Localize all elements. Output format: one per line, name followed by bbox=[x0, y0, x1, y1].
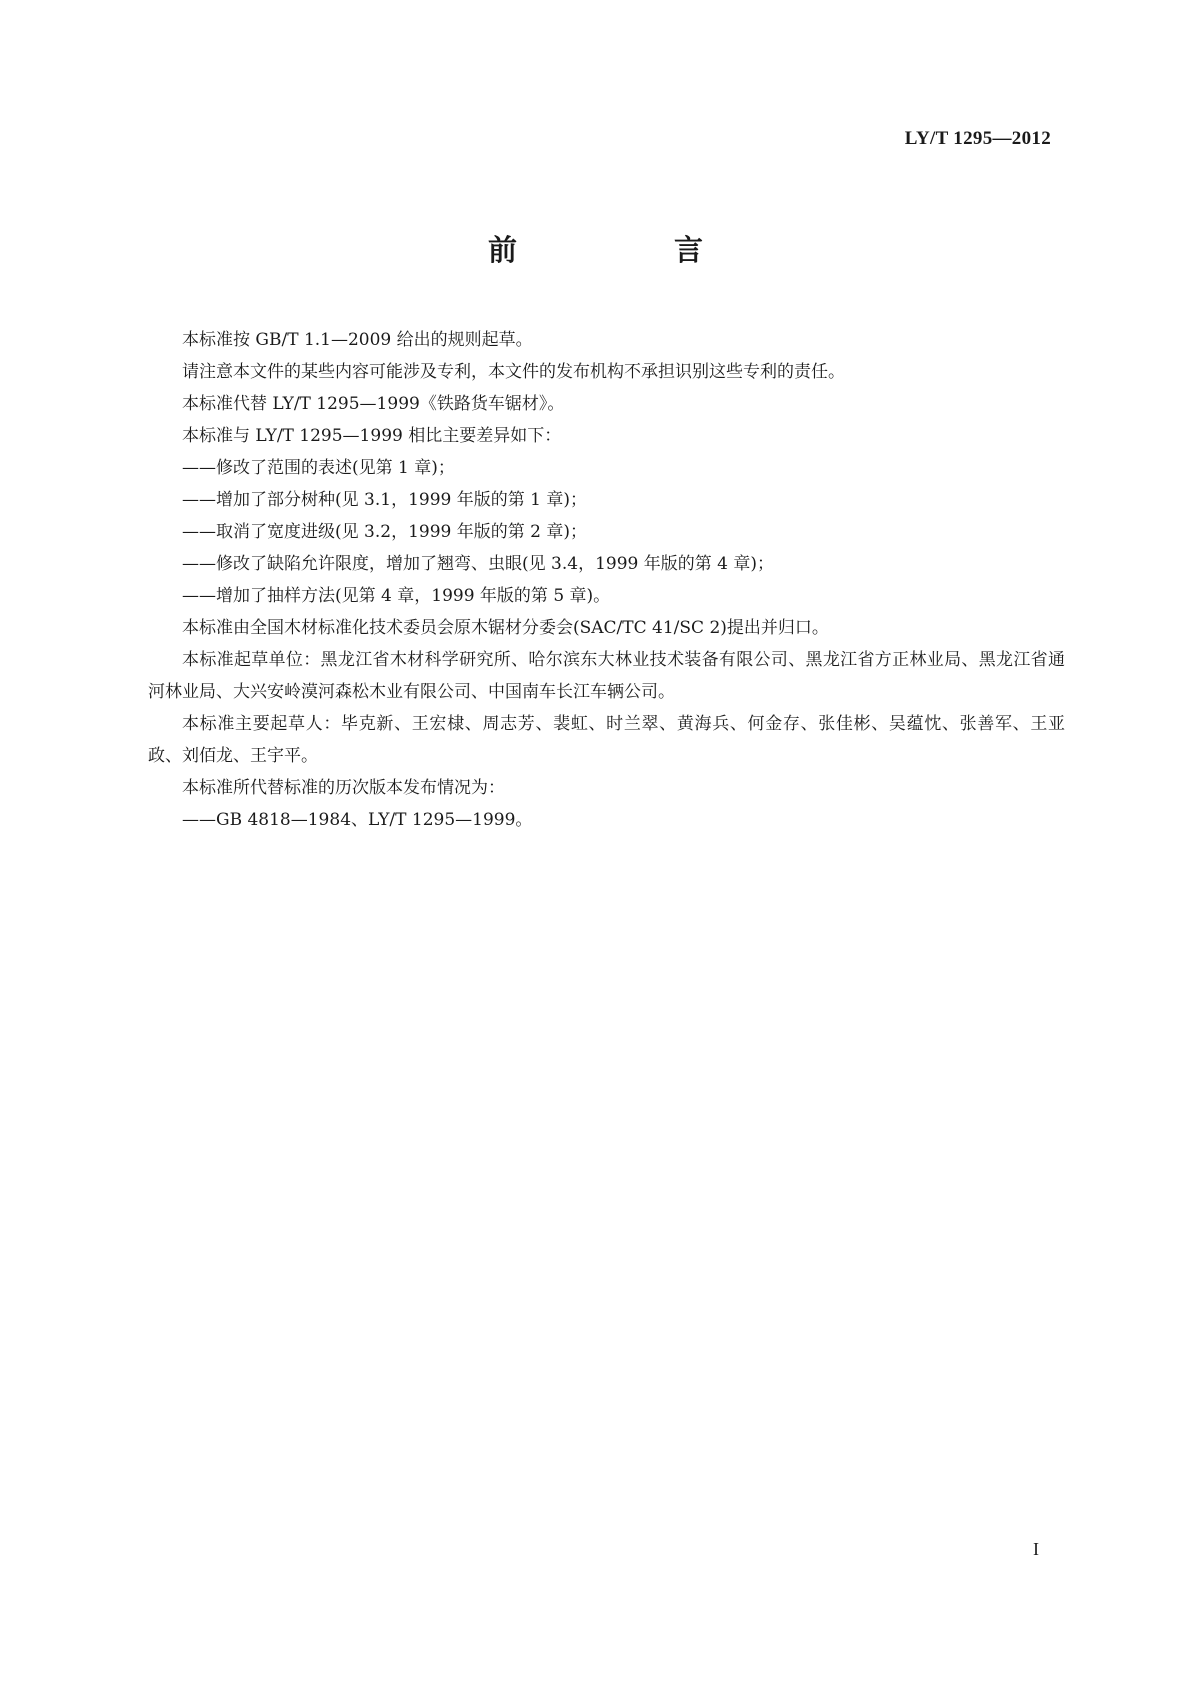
list-item-previous-editions: ——GB 4818—1984、LY/T 1295—1999。 bbox=[182, 810, 533, 830]
list-item-change-4: ——修改了缺陷允许限度，增加了翘弯、虫眼(见 3.4，1999 年版的第 4 章)； bbox=[182, 554, 774, 574]
paragraph-previous-editions-intro: 本标准所代替标准的历次版本发布情况为： bbox=[182, 778, 505, 798]
paragraph-drafters: 本标准主要起草人：毕克新、王宏棣、周志芳、裴虹、时兰翠、黄海兵、何金存、张佳彬、吴蕴忱、张善军、王亚政、刘佰龙、王宇平。 bbox=[148, 714, 1065, 766]
paragraph-differences-intro: 本标准与 LY/T 1295—1999 相比主要差异如下： bbox=[182, 426, 562, 446]
paragraph-drafting-units: 本标准起草单位：黑龙江省木材科学研究所、哈尔滨东大林业技术装备有限公司、黑龙江省方正林业局、黑龙江省通河林业局、大兴安岭漠河森松木业有限公司、中国南车长江车辆公司。 bbox=[148, 650, 1065, 702]
standard-code: LY/T 1295—2012 bbox=[904, 128, 1051, 149]
list-item-change-1: ——修改了范围的表述(见第 1 章)； bbox=[182, 458, 455, 478]
list-item-change-5: ——增加了抽样方法(见第 4 章，1999 年版的第 5 章)。 bbox=[182, 586, 611, 606]
paragraph-drafting-rules: 本标准按 GB/T 1.1—2009 给出的规则起草。 bbox=[182, 330, 533, 350]
list-item-change-2: ——增加了部分树种(见 3.1，1999 年版的第 1 章)； bbox=[182, 490, 587, 510]
page-number: I bbox=[1033, 1539, 1039, 1559]
list-item-change-3: ——取消了宽度进级(见 3.2，1999 年版的第 2 章)； bbox=[182, 522, 587, 542]
foreword-body bbox=[148, 324, 1065, 836]
page-title: 前 言 bbox=[487, 233, 767, 267]
paragraph-patent-notice: 请注意本文件的某些内容可能涉及专利，本文件的发布机构不承担识别这些专利的责任。 bbox=[182, 362, 845, 382]
paragraph-proposed-by: 本标准由全国木材标准化技术委员会原木锯材分委会(SAC/TC 41/SC 2)提出并归口。 bbox=[182, 618, 829, 638]
paragraph-replaces: 本标准代替 LY/T 1295—1999《铁路货车锯材》。 bbox=[182, 394, 565, 414]
